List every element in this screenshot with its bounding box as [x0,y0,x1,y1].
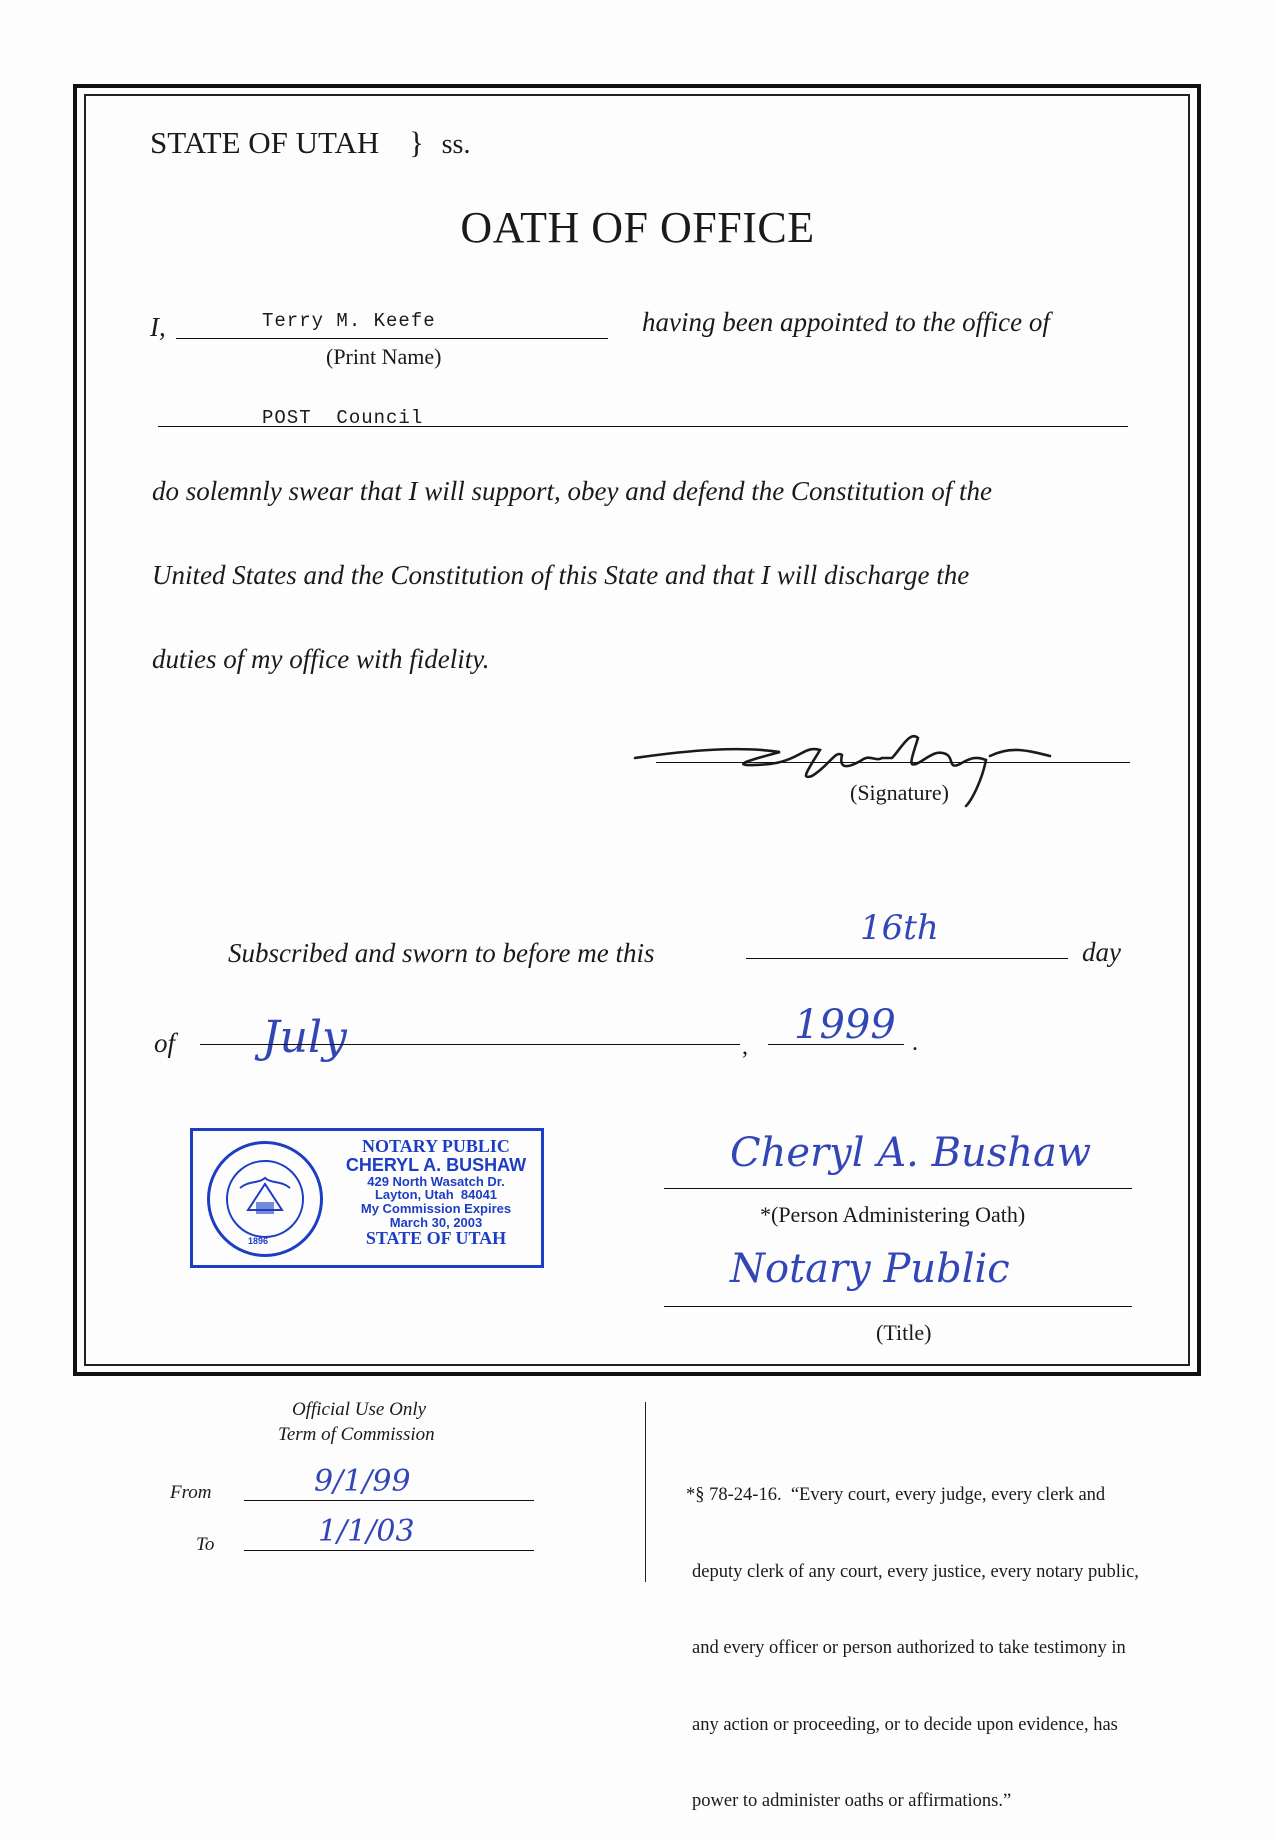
to-label: To [196,1534,215,1555]
official-use-heading: Official Use Only [292,1399,427,1420]
brace: } [409,125,424,160]
footnote-line-5: power to administer oaths or affirmations.” [692,1791,1012,1811]
notary-stamp [190,1128,544,1268]
subscribed-text: Subscribed and sworn to before me this [228,938,655,968]
administrator-caption: *(Person Administering Oath) [760,1202,1026,1227]
title-caption: (Title) [876,1320,932,1345]
footnote-line-2: deputy clerk of any court, every justice, every notary public, [692,1561,1139,1582]
ss-label: ss. [441,129,471,160]
day-label: day [1082,937,1121,967]
state-seal-icon [207,1141,323,1257]
from-value: 9/1/99 [314,1464,411,1499]
statute-footnote [686,1432,1139,1840]
footnote-line-1: *§ 78-24-16. “Every court, every judge, every clerk and [686,1485,1106,1505]
day-line [746,958,1068,959]
from-line [244,1500,534,1501]
title-line [664,1306,1132,1307]
stamp-line-city: Layton, Utah 84041 [374,1187,498,1203]
term-of-commission-heading: Term of Commission [278,1424,435,1445]
stamp-line-commission: My Commission Expires [360,1201,512,1217]
appointed-text: having been appointed to the office of [642,307,1050,337]
print-name-line [176,338,608,339]
stamp-line-name: CHERYL A. BUSHAW [345,1154,527,1175]
month-line [200,1044,740,1045]
year-value: 1999 [794,1002,896,1048]
signature-caption: (Signature) [850,780,949,805]
state-label: STATE OF UTAH [150,125,380,160]
oath-line-2: United States and the Constitution of this State and that I will discharge the [152,560,970,590]
stamp-line-notary-public: NOTARY PUBLIC [362,1136,510,1156]
footnote-line-3: and every officer or person authorized to take testimony in [692,1638,1126,1658]
comma: , [742,1034,748,1060]
stamp-line-expiry: March 30, 2003 [389,1214,483,1230]
stamp-text-block [333,1137,539,1248]
print-name-value: Terry M. Keefe [262,310,436,332]
year-line [768,1044,904,1045]
administrator-line [664,1188,1132,1189]
administrator-signature: Cheryl A. Bushaw [730,1130,1092,1176]
of-label: of [154,1028,176,1058]
day-value: 16th [860,908,939,948]
state-heading [150,125,470,161]
signature-line [656,762,1130,763]
stamp-line-address: 429 North Wasatch Dr. [367,1173,505,1189]
oath-line-1: do solemnly swear that I will support, obey and defend the Constitution of the [152,476,992,506]
oath-line-3: duties of my office with fidelity. [152,644,490,674]
office-value: POST Council [262,407,424,429]
period: . [912,1030,918,1056]
document-title: OATH OF OFFICE [460,203,815,252]
to-value: 1/1/03 [318,1514,415,1549]
print-name-caption: (Print Name) [326,344,442,369]
month-value: July [262,1012,347,1063]
seal-year: 1896 [248,1236,269,1246]
footnote-line-4: any action or proceeding, or to decide upon evidence, has [692,1714,1118,1735]
stamp-line-state: STATE OF UTAH [365,1228,507,1249]
to-line [244,1550,534,1551]
footer-divider [645,1402,646,1582]
office-line [158,426,1128,427]
from-label: From [170,1482,212,1503]
title-value: Notary Public [730,1246,1010,1292]
i-label: I, [150,312,166,342]
